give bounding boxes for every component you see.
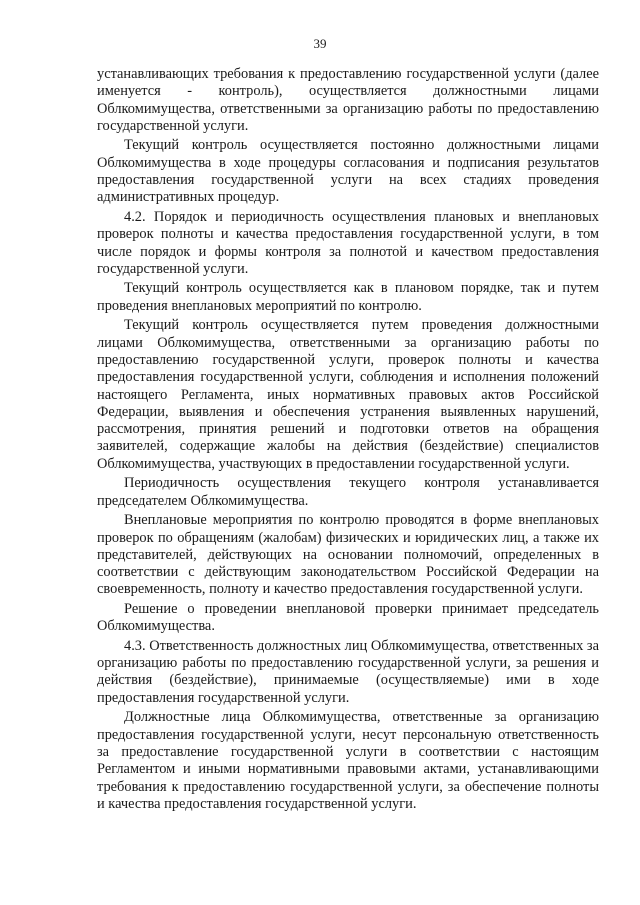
page-number: 39 xyxy=(313,36,327,51)
paragraph: Текущий контроль осуществляется постоянно должностными лицами Облкомимущества в ходе процедуры согласования и подписания результатов предоставления государственной услуги на всех стадиях проведения административных процедур. xyxy=(97,137,599,206)
paragraph: Периодичность осуществления текущего контроля устанавливается председателем Облкомимущества. xyxy=(97,475,599,509)
paragraph: Решение о проведении внеплановой проверки принимает председатель Облкомимущества. xyxy=(97,600,599,635)
section-heading-4-2: 4.2. Порядок и периодичность осуществления плановых и внеплановых проверок полноты и качества предоставления государственной услуги, в том числе порядок и формы контроля за полнотой и качеством предоставления государственной услуги. xyxy=(97,208,599,277)
paragraph: Должностные лица Облкомимущества, ответственные за организацию предоставления государственной услуги, несут персональную ответственность за предоставление государственной услуги в соответствии с настоящим Регламентом и иными нормативными правовыми актами, устанавливающими требования к предоставлению государственной услуги, за обеспечение полноты и качества предоставления государственной услуги. xyxy=(97,709,599,812)
paragraph: устанавливающих требования к предоставлению государственной услуги (далее именуется - контроль), осуществляется должностными лицами Облкомимущества, ответственными за организацию работы по предоставлению государственной услуги. xyxy=(97,66,599,134)
paragraph: Внеплановые мероприятия по контролю проводятся в форме внеплановых проверок по обращениям (жалобам) физических и юридических лиц, а также их представителей, действующих на основании полномочий, определенных в соответствии с действующим законодательством Российской Федерации на своевременность, полноту и качество предоставления государственной услуги. xyxy=(97,512,599,598)
paragraph: Текущий контроль осуществляется путем проведения должностными лицами Облкомимущества, ответственными за организацию работы по предоставлению государственной услуги, проверок полноты и качества предоставления государственной услуги, соблюдения и исполнения положений настоящего Регламента, иных нормативных правовых актов Российской Федерации, выявления и обеспечения устранения выявленных нарушений, рассмотрения, принятия решений и подготовки ответов на обращения заявителей, содержащие жалобы на действия (бездействие) специалистов Облкомимущества, участвующих в предоставлении государственной услуги. xyxy=(97,317,599,472)
section-heading-4-3: 4.3. Ответственность должностных лиц Облкомимущества, ответственных за организацию работы по предоставлению государственной услуги, за решения и действия (бездействие), принимаемые (осуществляемые) ими в ходе предоставления государственной услуги. xyxy=(97,637,599,706)
document-body xyxy=(97,66,599,815)
paragraph: Текущий контроль осуществляется как в плановом порядке, так и путем проведения внеплановых мероприятий по контролю. xyxy=(97,280,599,314)
